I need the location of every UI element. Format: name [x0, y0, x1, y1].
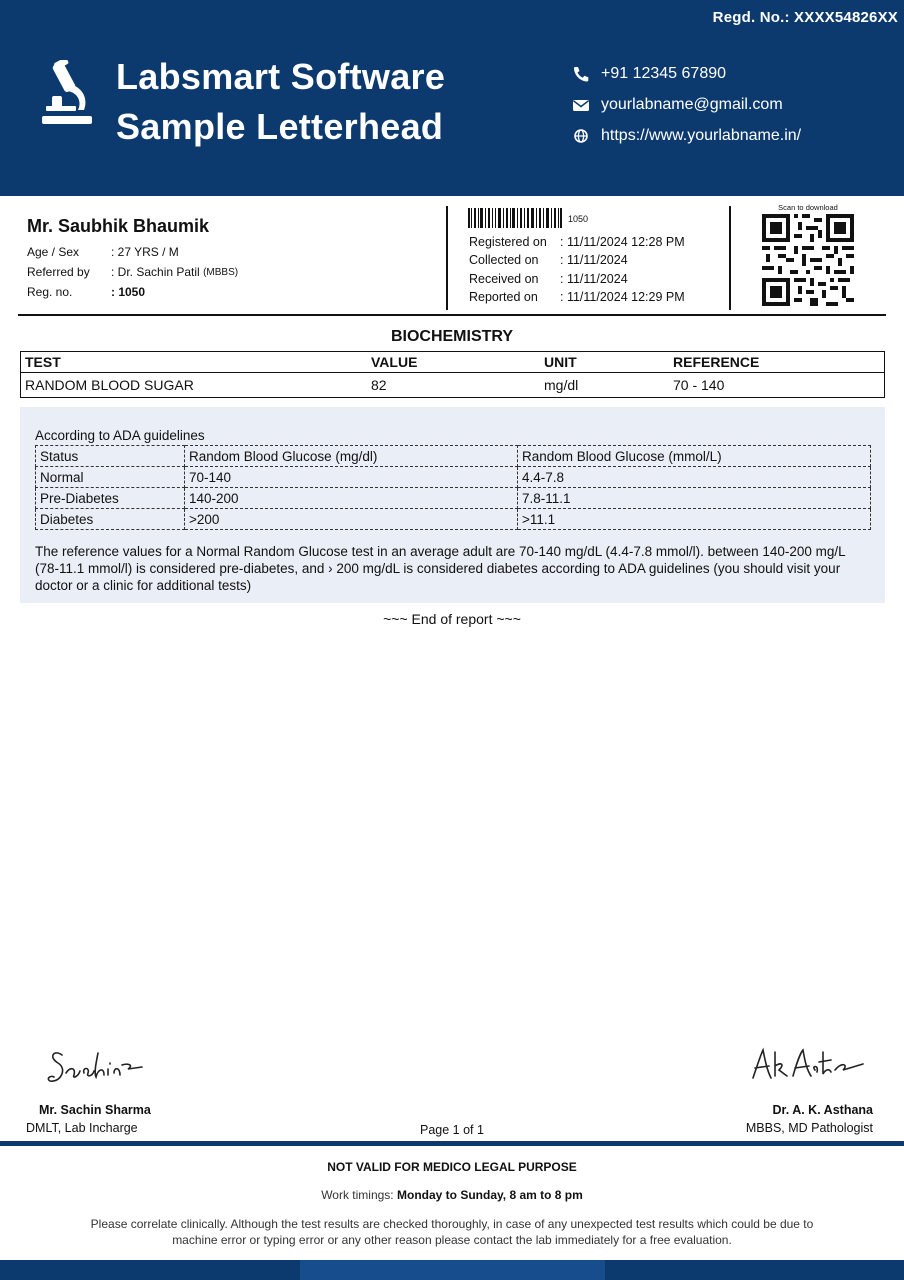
legal-notice: NOT VALID FOR MEDICO LEGAL PURPOSE [327, 1160, 577, 1174]
microscope-icon [40, 60, 94, 126]
contact-website[interactable] [572, 120, 801, 151]
notes-intro: According to ADA guidelines [35, 428, 205, 443]
table-row: Status Random Blood Glucose (mg/dl) Random Blood Glucose (mmol/L) [36, 446, 871, 467]
collected-row: Collected on : 11/11/2024 [469, 253, 628, 268]
signer-right-name: Dr. A. K. Asthana [772, 1103, 873, 1117]
sample-dates [469, 233, 685, 306]
scan-label: Scan to download [778, 203, 838, 212]
referred-row: Referred by : Dr. Sachin Patil (MBBS) [27, 265, 239, 279]
globe-icon [572, 128, 590, 144]
contact-phone[interactable] [572, 58, 801, 89]
signature-right [745, 1042, 870, 1092]
reg-row: Reg. no. : 1050 [27, 285, 146, 299]
signature-left [44, 1043, 162, 1093]
table-row: Diabetes >200 >11.1 [36, 509, 871, 530]
registration-number: Regd. No.: XXXX54826XX [712, 9, 898, 26]
page-number: Page 1 of 1 [420, 1123, 484, 1137]
reported-row: Reported on : 11/11/2024 12:29 PM [469, 290, 685, 305]
phone-icon [572, 66, 590, 82]
letterhead-header [0, 0, 904, 196]
contact-details [572, 58, 801, 151]
barcode-number: 1050 [568, 214, 589, 224]
results-header: TEST VALUE UNIT REFERENCE [21, 352, 884, 373]
divider [18, 314, 886, 316]
signer-right-title: MBBS, MD Pathologist [745, 1121, 873, 1135]
table-row [21, 373, 884, 397]
signer-left-name: Mr. Sachin Sharma [39, 1103, 151, 1117]
email-address: yourlabname@gmail.com [601, 95, 783, 113]
barcode [468, 208, 562, 228]
signer-left-title: DMLT, Lab Incharge [26, 1121, 138, 1135]
notes-paragraph: The reference values for a Normal Random Glucose test in an average adult are 70-140 mg/dL (4.4-7.8 mmol/l). between 140-200 mg/L (78-11.1 mmol/l) is considered pre-diabetes, and › 200 mg/dL is considered diabetes according to ADA guidelines (you should visit your doctor or a clinic for additional tests) [35, 544, 846, 593]
table-row: Pre-Diabetes 140-200 7.8-11.1 [36, 488, 871, 509]
footer-rule [0, 1141, 904, 1146]
footer-band-accent [300, 1260, 605, 1280]
test-name: RANDOM BLOOD SUGAR [25, 377, 194, 393]
disclaimer: Please correlate clinically. Although the test results are checked thoroughly, in case of any unexpected test results which could be due to machine error or typing error or any other reason please contact the lab immediately for a free evaluation. [90, 1217, 814, 1247]
referred-value: : Dr. Sachin Patil [111, 265, 200, 279]
divider [729, 206, 731, 310]
age-sex-value: : 27 YRS / M [111, 245, 179, 259]
interpretation-notes [20, 407, 885, 603]
results-table [20, 351, 885, 398]
section-title: BIOCHEMISTRY [390, 328, 514, 345]
patient-info [27, 216, 238, 302]
registered-row: Registered on : 11/11/2024 12:28 PM [469, 235, 685, 250]
lab-brand-name: Labsmart Software Sample Letterhead [116, 56, 446, 147]
age-sex-row: Age / Sex : 27 YRS / M [27, 245, 179, 259]
test-reference: 70 - 140 [673, 377, 725, 393]
divider [446, 206, 448, 310]
received-row: Received on : 11/11/2024 [469, 271, 628, 286]
end-of-report: ~~~ End of report ~~~ [383, 611, 521, 627]
reg-value: : 1050 [111, 285, 146, 299]
contact-email[interactable] [572, 89, 801, 120]
referred-suffix: (MBBS) [203, 266, 239, 278]
test-value: 82 [371, 377, 387, 393]
email-icon [572, 97, 590, 113]
test-unit: mg/dl [544, 377, 579, 393]
table-row: Normal 70-140 4.4-7.8 [36, 467, 871, 488]
phone-number: +91 12345 67890 [601, 64, 727, 82]
qr-code-icon[interactable] [762, 214, 854, 306]
patient-name: Mr. Saubhik Bhaumik [27, 216, 210, 236]
ada-guidelines-table [35, 445, 871, 530]
website-url: https://www.yourlabname.in/ [601, 126, 802, 144]
work-timings: Work timings: Monday to Sunday, 8 am to 8 pm [321, 1188, 583, 1202]
